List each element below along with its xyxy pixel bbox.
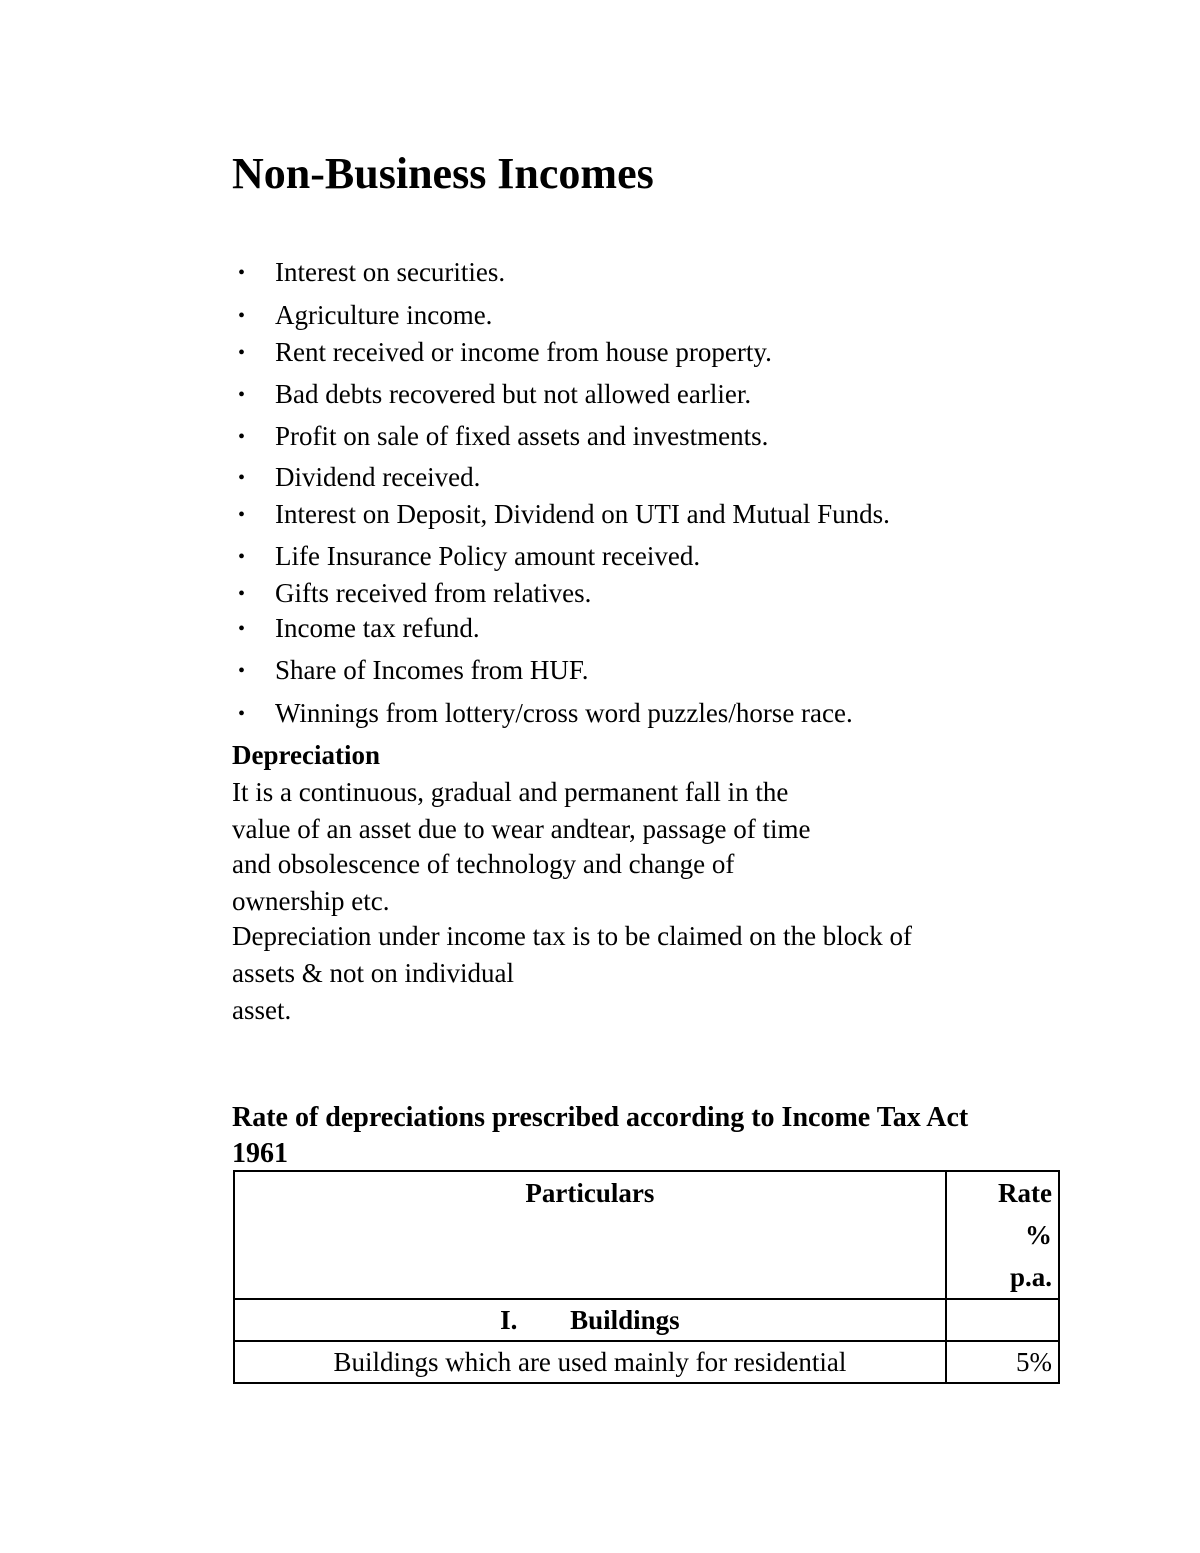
- paragraph-line: value of an asset due to wear andtear, passage of time: [232, 814, 811, 844]
- paragraph-line: ownership etc.: [232, 886, 390, 916]
- particulars-cell: Buildings which are used mainly for residential: [234, 1341, 946, 1383]
- rate-header: [946, 1171, 1059, 1299]
- list-item: • Bad debts recovered but not allowed earlier.: [238, 379, 752, 409]
- paragraph-line: assets & not on individual: [232, 958, 514, 988]
- bullet-icon: •: [238, 660, 246, 682]
- depreciation-rates-table: [233, 1170, 1060, 1384]
- bullet-icon: •: [238, 262, 246, 284]
- list-item: • Interest on securities.: [238, 257, 506, 287]
- bullet-icon: •: [238, 583, 246, 605]
- list-item: • Agriculture income.: [238, 300, 493, 330]
- section-rate-cell: [946, 1299, 1059, 1341]
- rate-header-line: Rate: [998, 1178, 1052, 1208]
- table-section-row: [234, 1299, 1059, 1341]
- paragraph-line: asset.: [232, 995, 292, 1025]
- page-title: Non-Business Incomes: [232, 149, 654, 198]
- list-item: • Rent received or income from house property.: [238, 337, 772, 367]
- paragraph-line: and obsolescence of technology and change of: [232, 849, 735, 879]
- bullet-icon: •: [238, 426, 246, 448]
- rate-cell: 5%: [946, 1341, 1059, 1383]
- bullet-icon: •: [238, 467, 246, 489]
- rate-header-line: %: [1025, 1220, 1052, 1250]
- table-row: [234, 1341, 1059, 1383]
- paragraph-line: Depreciation under income tax is to be claimed on the block of: [232, 921, 913, 951]
- section-label-cell: [234, 1299, 946, 1341]
- table-header-row: [234, 1171, 1059, 1299]
- list-item: • Profit on sale of fixed assets and investments.: [238, 421, 769, 451]
- bullet-icon: •: [238, 305, 246, 327]
- particulars-header: Particulars: [234, 1171, 946, 1299]
- list-item: • Share of Incomes from HUF.: [238, 655, 589, 685]
- bullet-icon: •: [238, 703, 246, 725]
- list-item: • Winnings from lottery/cross word puzzles/horse race.: [238, 698, 853, 728]
- bullet-icon: •: [238, 384, 246, 406]
- bullet-icon: •: [238, 342, 246, 364]
- section-label: Buildings: [570, 1305, 680, 1335]
- list-item: • Life Insurance Policy amount received.: [238, 541, 701, 571]
- list-item: • Dividend received.: [238, 462, 481, 492]
- bullet-icon: •: [238, 618, 246, 640]
- bullet-icon: •: [238, 504, 246, 526]
- rate-header-line: p.a.: [1009, 1262, 1052, 1292]
- section-numeral: I.: [500, 1305, 518, 1335]
- table-heading-line: 1961: [232, 1138, 288, 1169]
- list-item: • Interest on Deposit, Dividend on UTI and Mutual Funds.: [238, 499, 890, 529]
- table-heading-line: Rate of depreciations prescribed according to Income Tax Act: [232, 1102, 969, 1133]
- bullet-icon: •: [238, 546, 246, 568]
- paragraph-line: It is a continuous, gradual and permanent fall in the: [232, 777, 789, 807]
- list-item: • Gifts received from relatives.: [238, 578, 592, 608]
- depreciation-heading: Depreciation: [232, 740, 380, 770]
- list-item: • Income tax refund.: [238, 613, 480, 643]
